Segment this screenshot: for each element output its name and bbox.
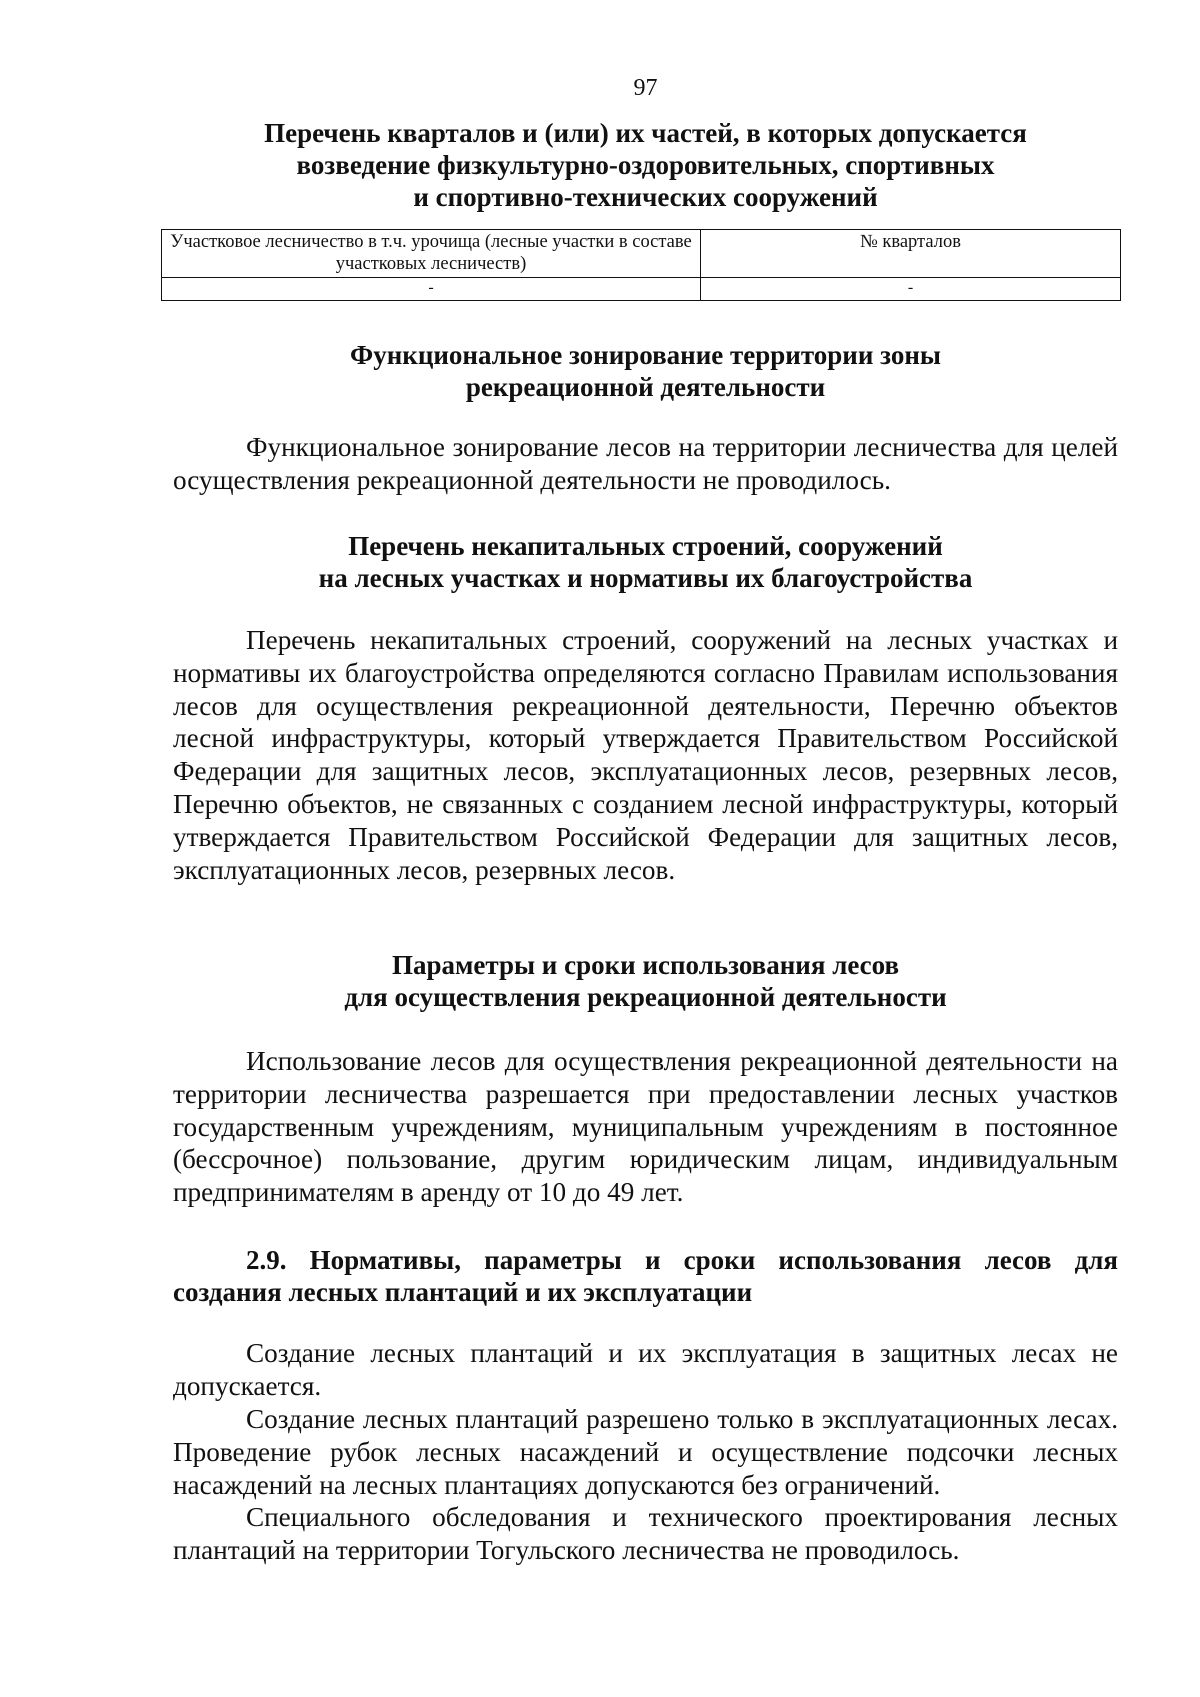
paragraph-plantations-2: Создание лесных плантаций разрешено только в эксплуатационных лесах. Проведение рубок лесных насаждений и осуществление подсочки лесных насаждений на лесных плантациях допускаются без ограничений. bbox=[173, 1404, 1118, 1500]
table-cell-quarters: - bbox=[701, 278, 1121, 301]
heading-line: на лесных участках и нормативы их благоустройства bbox=[318, 563, 973, 593]
heading-line: возведение физкультурно-оздоровительных, спортивных bbox=[296, 150, 995, 180]
heading-zoning bbox=[173, 339, 1118, 403]
paragraph-plantations-1: Создание лесных плантаций и их эксплуатация в защитных лесах не допускается. bbox=[173, 1338, 1118, 1401]
heading-quarters-list bbox=[173, 117, 1118, 213]
page-number: 97 bbox=[633, 75, 658, 101]
paragraph-zoning: Функциональное зонирование лесов на территории лесничества для целей осуществления рекреационной деятельности не проводилось. bbox=[173, 432, 1118, 495]
table-row bbox=[162, 278, 1121, 301]
table-header-quarters: № кварталов bbox=[701, 230, 1121, 278]
heading-line: Функциональное зонирование территории зоны bbox=[350, 340, 941, 370]
heading-line: Перечень некапитальных строений, сооружений bbox=[348, 531, 943, 561]
heading-line: рекреационной деятельности bbox=[465, 372, 826, 402]
paragraph-structures: Перечень некапитальных строений, сооружений на лесных участках и нормативы их благоустройства определяются согласно Правилам использования лесов для осуществления рекреационной деятельности, Перечню объектов лесной инфраструктуры, который утверждается Правительством Российской Федерации для защитных лесов, эксплуатационных лесов, резервных лесов, Перечню объектов, не связанных с созданием лесной инфраструктуры, который утверждается Правительством Российской Федерации для защитных лесов, эксплуатационных лесов, резервных лесов. bbox=[173, 625, 1118, 885]
table-cell-forestry: - bbox=[162, 278, 701, 301]
quarters-table bbox=[161, 229, 1121, 301]
paragraph-plantations-3: Специального обследования и технического проектирования лесных плантаций на территории Тогульского лесничества не проводилось. bbox=[173, 1502, 1118, 1565]
heading-line: Перечень кварталов и (или) их частей, в которых допускается bbox=[264, 118, 1027, 148]
table-header-forestry: Участковое лесничество в т.ч. урочища (лесные участки в составе участковых лесничеств) bbox=[162, 230, 701, 278]
heading-structures bbox=[173, 530, 1118, 594]
heading-params bbox=[173, 949, 1118, 1013]
section-heading-2-9: 2.9. Нормативы, параметры и сроки использования лесов для создания лесных плантаций и их эксплуатации bbox=[173, 1245, 1118, 1307]
paragraph-params: Использование лесов для осуществления рекреационной деятельности на территории лесничества разрешается при предоставлении лесных участков государственным учреждениям, муниципальным учреждениям в постоянное (бессрочное) пользование, другим юридическим лицам, индивидуальным предпринимателям в аренду от 10 до 49 лет. bbox=[173, 1046, 1118, 1208]
table-header-row bbox=[162, 230, 1121, 278]
heading-line: и спортивно-технических сооружений bbox=[413, 182, 878, 212]
heading-line: Параметры и сроки использования лесов bbox=[391, 950, 900, 980]
heading-line: для осуществления рекреационной деятельности bbox=[344, 982, 947, 1012]
